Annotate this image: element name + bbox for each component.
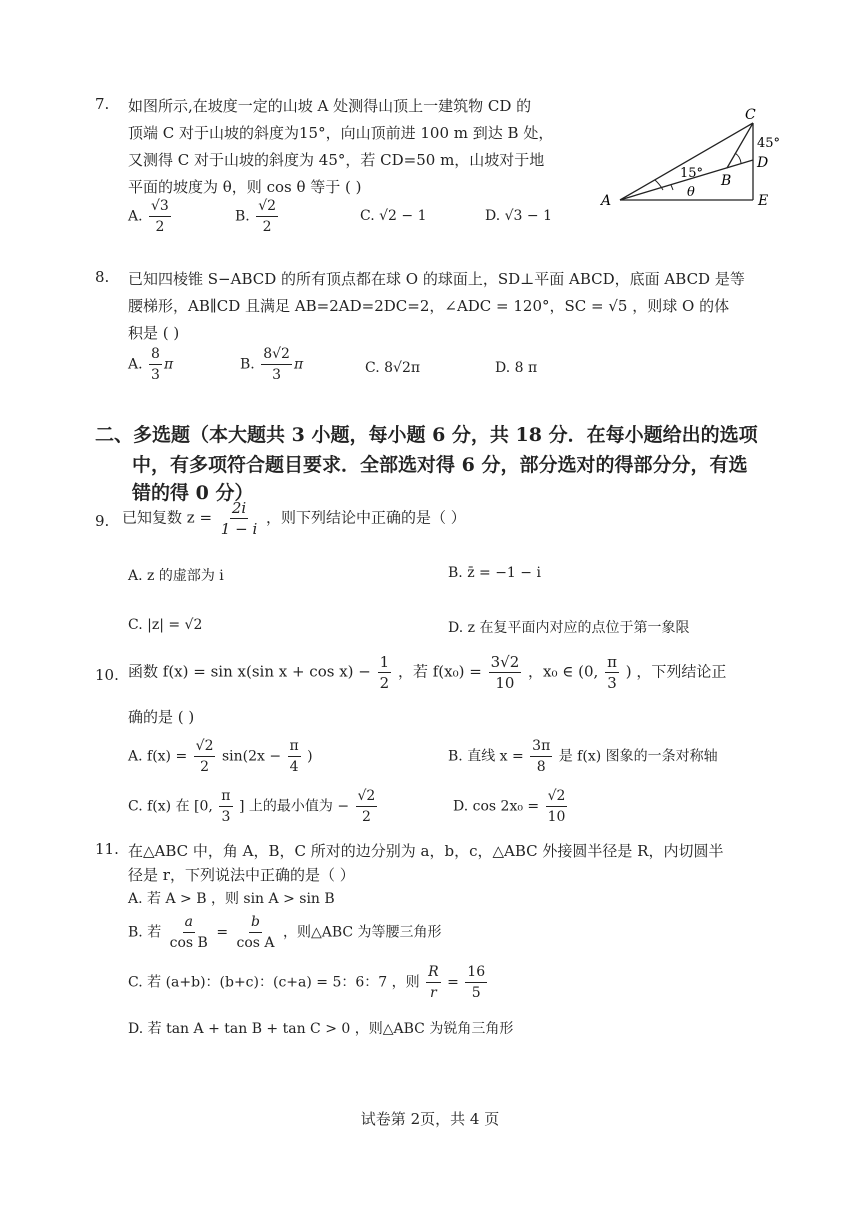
label-b: B <box>721 173 732 189</box>
label-c: C <box>745 107 756 123</box>
q9-number: 9. <box>95 512 110 530</box>
q11-line1: 在△ABC 中，角 A，B，C 所对的边分别为 a，b，c，△ABC 外接圆半径是 R，内切圆半 <box>128 842 724 860</box>
q7-line1: 如图所示,在坡度一定的山坡 A 处测得山顶上一建筑物 CD 的 <box>128 97 532 115</box>
q8-line3: 积是 ( ) <box>128 324 180 342</box>
q8-option-d: D. 8 π <box>495 360 538 376</box>
label-d: D <box>757 155 769 171</box>
q7-line4: 平面的坡度为 θ，则 cos θ 等于 ( ) <box>128 178 362 196</box>
q9-stem: 已知复数 z = $\frac{2i}{1 - i}$ ，则下列结论中正确的是（ ） <box>122 499 466 538</box>
q10-option-b: B. 直线 x = $\frac{3\pi}{8}$ 是 f(x) 图象的一条对称轴 <box>448 738 718 775</box>
label-45deg: 45° <box>757 136 781 151</box>
q7-line3: 又测得 C 对于山坡的斜度为 45°，若 CD=50 m，山坡对于地 <box>128 151 545 169</box>
q8-line2: 腰梯形，AB∥CD 且满足 AB=2AD=2DC=2，∠ADC = 120°，SC = √5 ，则球 O 的体 <box>128 297 730 315</box>
q10-stem-line1: 函数 f(x) = sin x(sin x + cos x) − $\frac{1}{2}$ ，若 f(x₀) = $\frac{3√2}{10}$ ，x₀ ∈ (0, $\frac{\pi}{3}$ ) ，下列结论正 <box>128 653 727 692</box>
label-15deg: 15° <box>680 166 704 181</box>
label-theta: θ <box>687 185 695 200</box>
q9-option-b: B. z̄ = −1 − i <box>448 565 541 581</box>
label-a: A <box>601 193 612 209</box>
q11-option-c: C. 若 (a+b)：(b+c)：(c+a) = 5：6：7 ，则 $\frac{R}{r}$ = $\frac{16}{5}$ <box>128 964 486 1001</box>
section-heading-line2: 中，有多项符合题目要求．全部选对得 6 分，部分选对的得部分分，有选 <box>132 454 748 476</box>
q9-option-d: D. z 在复平面内对应的点位于第一象限 <box>448 620 690 636</box>
q11-option-b: B. 若 $\frac{a}{\text{cos B}}$ = $\frac{b}{\text{cos A}}$ ，则△ABC 为等腰三角形 <box>128 914 442 951</box>
q10-option-a: A. f(x) = $\frac{√2}{2}$ sin(2x − $\frac{\pi}{4}$ ) <box>128 738 313 775</box>
page-footer: 试卷第 2页，共 4 页 <box>360 1110 500 1128</box>
q7-option-a: A. $\frac{√3}{2}$ <box>128 198 169 235</box>
q11-option-d: D. 若 tan A + tan B + tan C > 0 ，则△ABC 为锐角三角形 <box>128 1021 514 1037</box>
q10-stem-line2: 确的是 ( ) <box>128 708 195 726</box>
q9-option-c: C. |z| = √2 <box>128 617 203 633</box>
q7-option-d: D. √3 − 1 <box>485 208 552 224</box>
q9-option-a: A. z 的虚部为 i <box>128 568 224 584</box>
q10-option-d: D. cos 2x₀ = $\frac{√2}{10}$ <box>453 788 566 825</box>
q8-option-c: C. 8√2π <box>365 360 421 376</box>
q8-number: 8. <box>95 268 110 286</box>
q10-option-c: C. f(x) 在 [0, $\frac{\pi}{3}$ ] 上的最小值为 − $\frac{√2}{2}$ <box>128 788 376 825</box>
q7-option-b: B. $\frac{√2}{2}$ <box>235 198 277 235</box>
q11-line2: 径是 r，下列说法中正确的是（ ） <box>128 866 355 884</box>
q7-number: 7. <box>95 95 110 113</box>
q7-line2: 顶端 C 对于山坡的斜度为15°，向山顶前进 100 m 到达 B 处， <box>128 124 554 142</box>
q10-number: 10. <box>95 666 119 684</box>
q8-option-b: B. $\frac{8√2}{3}$ π <box>240 346 304 383</box>
q11-option-a: A. 若 A > B ，则 sin A > sin B <box>128 891 335 907</box>
q8-line1: 已知四棱锥 S−ABCD 的所有顶点都在球 O 的球面上，SD⊥平面 ABCD，底面 ABCD 是等 <box>128 270 745 288</box>
section-heading-line3: 错的得 0 分） <box>132 482 254 504</box>
slope-diagram <box>595 105 795 215</box>
label-e: E <box>758 193 769 209</box>
q7-option-c: C. √2 − 1 <box>360 208 427 224</box>
q11-number: 11. <box>95 840 119 858</box>
q8-option-a: A. $\frac{8}{3}$ π <box>128 346 174 383</box>
section-heading-line1: 二、多选题（本大题共 3 小题，每小题 6 分，共 18 分．在每小题给出的选项 <box>95 424 758 446</box>
